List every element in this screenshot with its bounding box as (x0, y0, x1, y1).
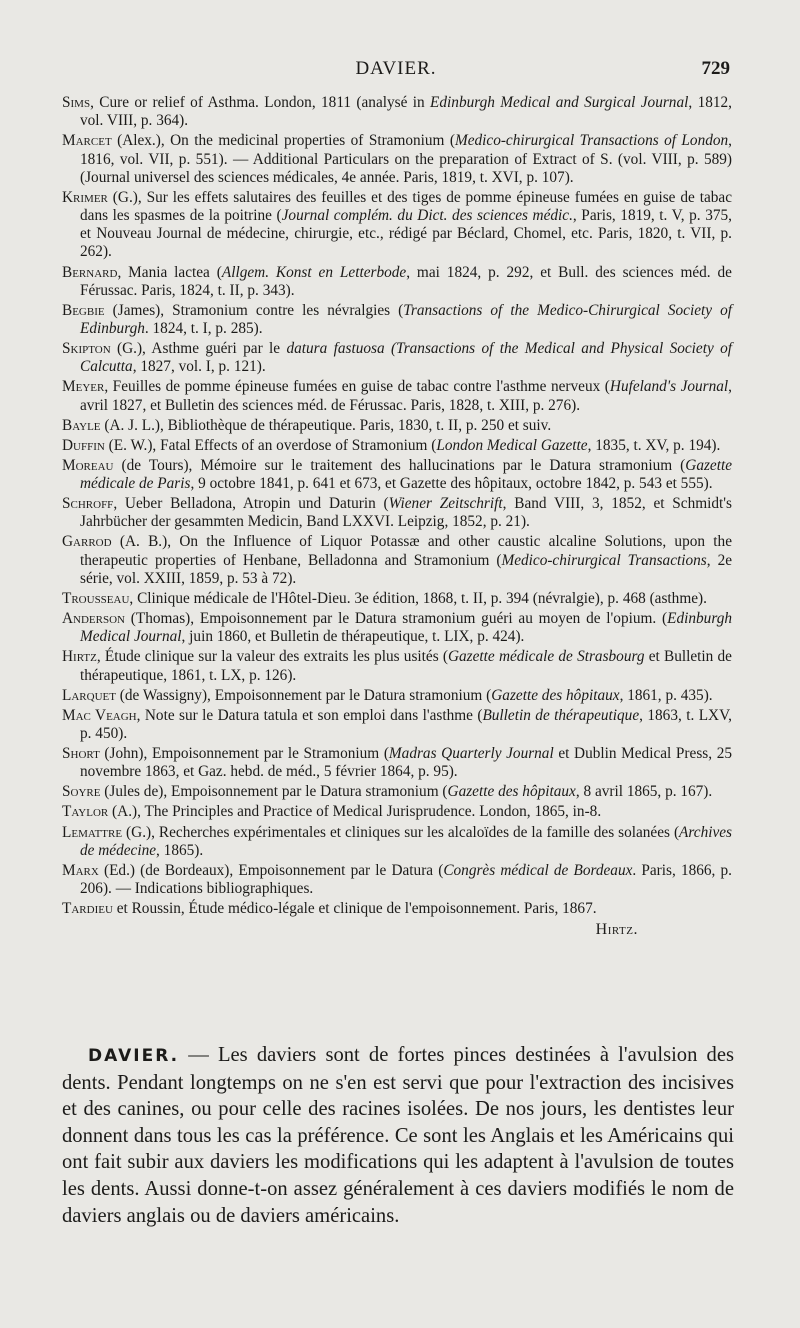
entry-source-title: Medico-chirurgical Transactions (501, 551, 707, 569)
bibliography-entry (62, 417, 732, 435)
entry-author: Krimer (62, 188, 108, 206)
entry-citation: , 1827, vol. I, p. 121). (132, 358, 266, 376)
entry-citation: . Paris, 1866, p. 206). — Indications bibliographiques. (80, 861, 732, 898)
entry-author: Tardieu (62, 900, 113, 918)
bibliography-entry (62, 648, 732, 684)
entry-citation: , avril 1827, et Bulletin des sciences méd. de Férussac. Paris, 1828, t. XIII, p. 276). (80, 378, 732, 414)
entry-citation: , 2e série, vol. XXIII, 1859, p. 53 à 72). (80, 551, 733, 587)
entry-author: Mac Veagh (62, 706, 137, 724)
bibliography-entry (62, 862, 732, 898)
bibliography-entry (62, 437, 732, 455)
bibliography-entry (62, 900, 732, 918)
entry-author: Skipton (62, 340, 111, 358)
entry-text: , Ueber Belladona, Atropin und Daturin ( (113, 495, 389, 513)
entry-author: Short (62, 745, 100, 763)
bibliography-entry (62, 302, 732, 338)
bibliography-entry (62, 340, 732, 376)
entry-author: Begbie (62, 301, 105, 319)
entry-citation: , 9 octobre 1841, p. 641 et 673, et Gazette des hôpitaux, octobre 1842, p. 543 et 555). (190, 475, 713, 493)
entry-source-title: London Medical Gazette (436, 436, 588, 454)
entry-text: (G.), Recherches expérimentales et cliniques sur les alcaloïdes de la famille des solanées ( (122, 823, 680, 841)
entry-citation: , mai 1824, p. 292, et Bull. des sciences méd. de Férussac. Paris, 1824, t. II, p. 343). (80, 263, 732, 299)
entry-text: (Alex.), On the medicinal properties of Stramonium ( (111, 132, 455, 150)
entry-text: (A. B.), On the Influence of Liquor Potassæ and other caustic alcaline Solutions, upon the therapeutic properties of Henbane, Belladonna and Stramonium ( (80, 533, 732, 569)
bibliography-entry (62, 457, 732, 493)
entry-author: Lemattre (62, 823, 123, 841)
entry-author: Trousseau (62, 589, 130, 607)
entry-source-title: Medico-chirurgical Transactions of London (454, 132, 729, 150)
bibliography-entry (62, 590, 732, 608)
bibliography-entry (62, 803, 732, 821)
entry-citation: , 1863, t. LXV, p. 450). (80, 706, 733, 742)
entry-citation: , juin 1860, et Bulletin de thérapeutique, t. LIX, p. 424). (181, 628, 525, 646)
entry-citation: , Band VIII, 3, 1852, et Schmidt's Jahrbücher der gesammten Medicin, Band LXXVI. Leipzig, 1852, p. 21). (80, 495, 732, 531)
entry-text: (John), Empoisonnement par le Stramonium ( (99, 745, 389, 763)
bibliography-entry (62, 824, 732, 860)
entry-text: , Clinique médicale de l'Hôtel-Dieu. 3e édition, 1868, t. II, p. 394 (névralgie), p. 468 (asthme). (129, 589, 707, 607)
entry-source-title: Congrès médical de Bordeaux (443, 861, 633, 879)
entry-author: Taylor (62, 803, 109, 821)
entry-source-title: datura fastuosa (Transactions of the Medical and Physical Society of Calcutta (80, 340, 733, 376)
bibliography-entry (62, 707, 732, 743)
entry-citation: , Paris, 1819, t. V, p. 375, et Nouveau Journal de médecine, chirurgie, etc., rédigé par Béclard, Chomel, etc. Paris, 1820, t. VII, p. 262). (80, 207, 732, 261)
running-head: DAVIER. (355, 58, 437, 79)
entry-text: , Feuilles de pomme épineuse fumées en guise de tabac contre l'asthme nerveux ( (104, 378, 610, 396)
bibliography-entry (62, 94, 732, 130)
entry-author: Soyre (62, 783, 101, 801)
article-body: — Les daviers sont de fortes pinces destinées à l'avulsion des dents. Pendant longtemps on ne s'en est servi que pour l'extraction des incisives et des canines, ou pour celle des racines isolées. De nos jours, les dentistes leur donnent dans tous les cas la préférence. Ce sont les Anglais et les Américains qui ont fait subir aux daviers les modifications qui les adaptent à l'avulsion de toutes les dents. Aussi donne-t-on assez généralement à ces daviers modifiés le nom de daviers anglais ou de daviers américains. (62, 1044, 734, 1227)
entry-source-title: Edinburgh Medical and Surgical Journal (430, 94, 689, 111)
entry-author: Meyer (62, 378, 105, 396)
entry-author: Larquet (62, 686, 116, 704)
entry-author: Hirtz (62, 648, 97, 666)
bibliography (62, 94, 732, 940)
entry-text: (G.), Asthme guéri par le (110, 340, 287, 358)
entry-citation: , 1812, vol. VIII, p. 364). (80, 94, 732, 130)
bibliography-entry (62, 783, 732, 801)
page-number: 729 (701, 58, 730, 79)
entry-citation: , 1861, p. 435). (619, 686, 713, 704)
bibliography-entry (62, 687, 732, 705)
entry-source-title: Bulletin de thérapeutique (482, 706, 640, 724)
entry-text: , Cure or relief of Asthma. London, 1811 (analysé in (90, 94, 431, 111)
entry-source-title: Wiener Zeitschrift (388, 495, 503, 513)
article-davier (62, 1042, 734, 1229)
entry-author: Garrod (62, 533, 112, 551)
bibliography-entry (62, 264, 732, 300)
entry-text: (A. J. L.), Bibliothèque de thérapeutique. Paris, 1830, t. II, p. 250 et suiv. (100, 416, 552, 434)
entry-text: , Étude clinique sur la valeur des extraits les plus usités ( (96, 648, 448, 666)
entry-text: (G.), Sur les effets salutaires des feuilles et des tiges de pomme épineuse fumées en guise de tabac dans les spasmes de la poitrine ( (80, 188, 732, 224)
entry-text: (Thomas), Empoisonnement par le Datura stramonium guéri au moyen de l'opium. ( (125, 610, 668, 628)
bibliography-entry (62, 189, 732, 262)
entry-text: (A.), The Principles and Practice of Medical Jurisprudence. London, 1865, in-8. (108, 803, 602, 821)
page-header (62, 58, 730, 86)
entry-text: (de Wassigny), Empoisonnement par le Datura stramonium ( (115, 686, 492, 704)
entry-text: (James), Stramonium contre les névralgies ( (104, 301, 404, 319)
entry-author: Moreau (62, 456, 114, 474)
signature: Hirtz. (595, 921, 638, 939)
entry-citation: et Bulletin de thérapeutique, 1861, t. LX, p. 126). (80, 648, 732, 684)
bibliography-entry (62, 745, 732, 781)
entry-citation: , 1816, vol. VII, p. 551). — Additional Particulars on the preparation of Extract of S. (vol. VIII, p. 589) (Journal universel des sciences médicales, 4e année. Paris, 1819, t. XVI, p. 107). (80, 132, 732, 186)
entry-author: Bernard (62, 263, 118, 281)
entry-citation: et Dublin Medical Press, 25 novembre 1863, et Gaz. hebd. de méd., 5 février 1864, p. 95). (80, 745, 732, 781)
entry-author: Marx (62, 861, 99, 879)
entry-citation: , 1835, t. XV, p. 194). (587, 436, 721, 454)
bibliography-entry (62, 610, 732, 646)
entry-author: Marcet (62, 132, 112, 150)
bibliography-entry (62, 132, 732, 187)
entry-source-title: Allgem. Konst en Letterbode (221, 263, 407, 281)
entry-author: Duffin (62, 436, 105, 454)
entry-citation: , 1865). (156, 841, 204, 859)
entry-source-title: Archives de médecine (80, 823, 732, 859)
entry-citation: , 8 avril 1865, p. 167). (575, 783, 713, 801)
entry-text: (Jules de), Empoisonnement par le Datura stramonium ( (100, 783, 448, 801)
entry-source-title: Transactions of the Medico-Chirurgical Society of Edinburgh (80, 301, 732, 337)
entry-text: , Mania lactea ( (117, 263, 222, 281)
article-headword: DAVIER. (88, 1046, 180, 1066)
bibliography-entry (62, 533, 732, 588)
entry-author: Schroff (62, 495, 114, 513)
entry-source-title: Hufeland's Journal (609, 378, 729, 396)
entry-text: (de Tours), Mémoire sur le traitement des hallucinations par le Datura stramonium ( (113, 456, 686, 474)
entry-text: (Ed.) (de Bordeaux), Empoisonnement par le Datura ( (98, 861, 444, 879)
entry-source-title: Edinburgh Medical Journal (80, 610, 732, 646)
entry-text: (E. W.), Fatal Effects of an overdose of Stramonium ( (104, 436, 437, 454)
entry-text: et Roussin, Étude médico-légale et clinique de l'empoisonnement. Paris, 1867. (112, 900, 597, 918)
entry-source-title: Gazette des hôpitaux (447, 783, 576, 801)
entry-source-title: Gazette médicale de Paris (80, 456, 732, 493)
entry-source-title: Madras Quarterly Journal (388, 745, 554, 763)
entry-text: , Note sur le Datura tatula et son emploi dans l'asthme ( (136, 706, 483, 724)
entry-citation: . 1824, t. I, p. 285). (144, 320, 263, 337)
entry-source-title: Gazette médicale de Strasbourg (447, 648, 645, 666)
bibliography-entry (62, 495, 732, 531)
entry-author: Bayle (62, 416, 101, 434)
entry-source-title: Journal complém. du Dict. des sciences médic. (281, 207, 573, 224)
entry-author: Anderson (62, 610, 125, 628)
bibliography-entry (62, 378, 732, 414)
entry-author: Sims (62, 94, 91, 111)
entry-source-title: Gazette des hôpitaux (491, 686, 620, 704)
